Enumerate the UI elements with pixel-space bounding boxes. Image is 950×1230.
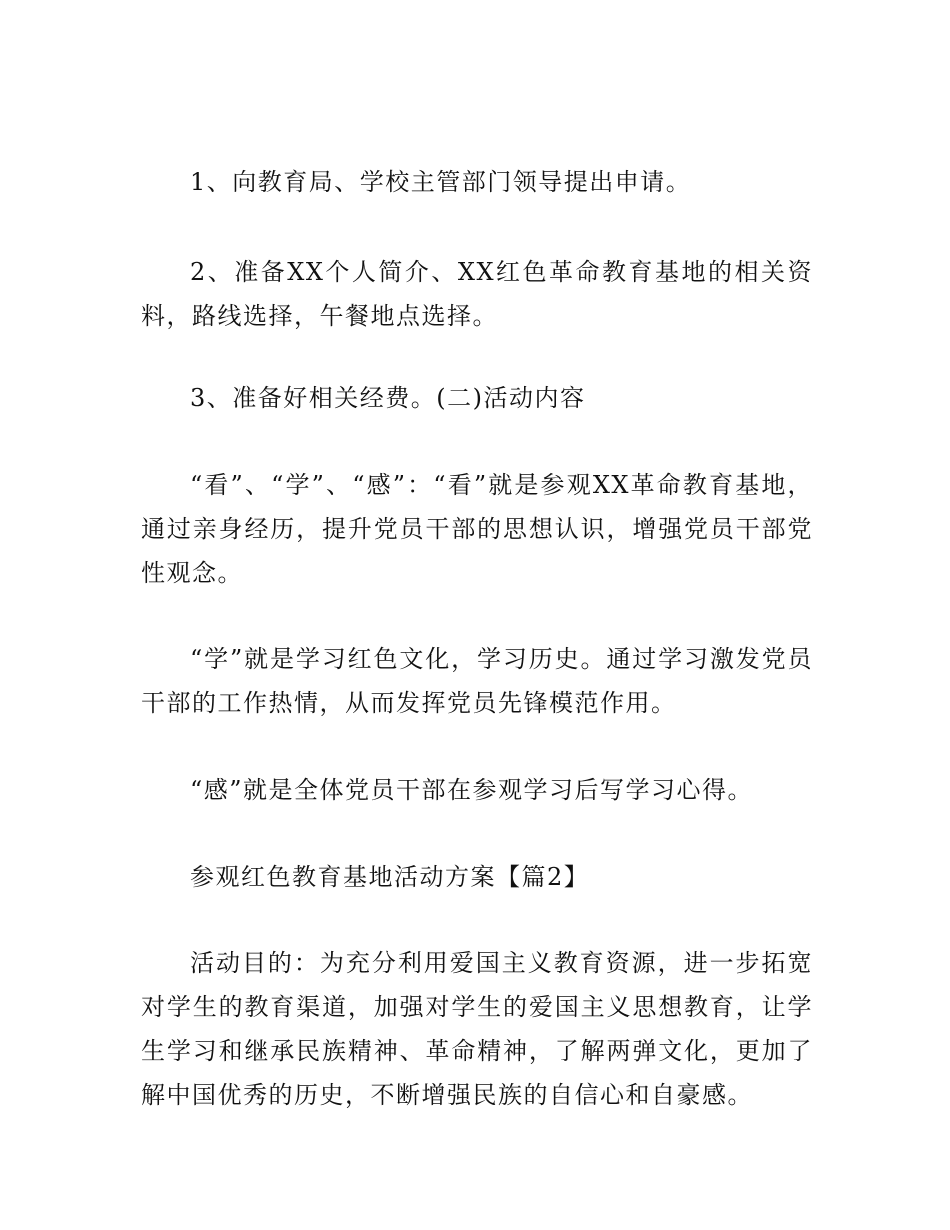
- paragraph-preparation-materials: 2、准备XX个人简介、XX红色革命教育基地的相关资料，路线选择，午餐地点选择。: [141, 258, 813, 330]
- paragraph-learn: “学”就是学习红色文化，学习历史。通过学习激发党员干部的工作热情，从而发挥党员先锋模范作用。: [141, 645, 813, 717]
- paragraph-activity-purpose: 活动目的：为充分利用爱国主义教育资源，进一步拓宽对学生的教育渠道，加强对学生的爱国主义思想教育，让学生学习和继承民族精神、革命精神，了解两弹文化，更加了解中国优秀的历史，不断增强民族的自信心和自豪感。: [141, 949, 813, 1109]
- paragraph-application-step: 1、向教育局、学校主管部门领导提出申请。: [190, 168, 692, 196]
- paragraph-see-learn-feel: “看”、“学”、“感”：“看”就是参观XX革命教育基地，通过亲身经历，提升党员干部的思想认识，增强党员干部党性观念。: [141, 471, 813, 587]
- paragraph-feel: “感”就是全体党员干部在参观学习后写学习心得。: [190, 776, 754, 804]
- paragraph-funding-and-content: 3、准备好相关经费。(二)活动内容: [190, 384, 586, 412]
- section-title-plan-2: 参观红色教育基地活动方案【篇2】: [190, 863, 590, 891]
